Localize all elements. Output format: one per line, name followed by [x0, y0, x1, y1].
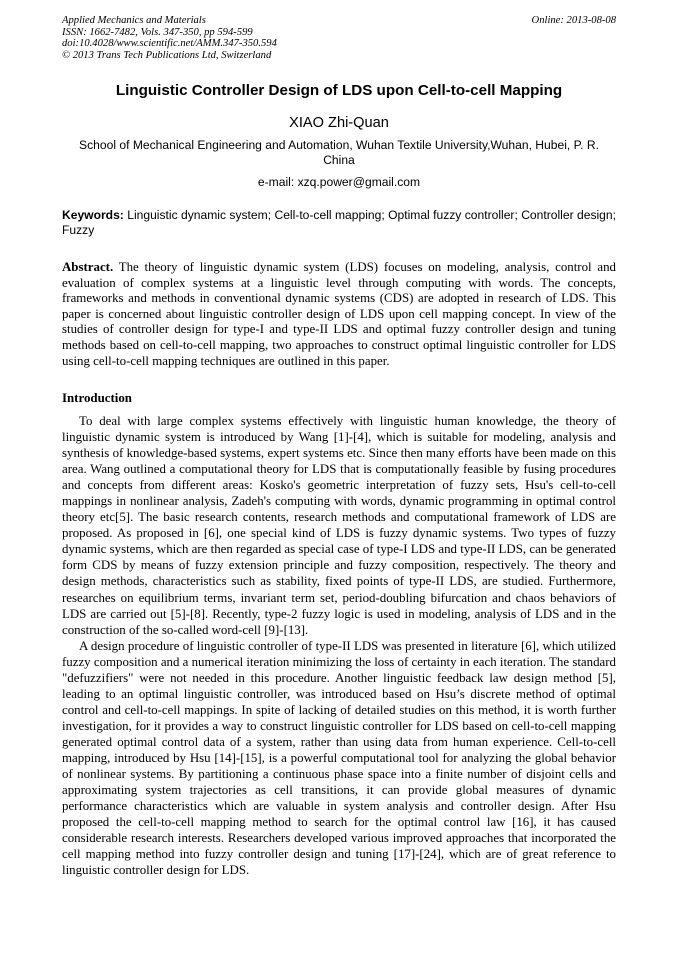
author-email: e-mail: xzq.power@gmail.com	[257, 175, 421, 189]
abstract	[62, 260, 616, 369]
abstract-text: The theory of linguistic dynamic system (LDS) focuses on modeling, analysis, control and evaluation of complex systems at a linguistic level through computing with words. The concepts, frameworks and methods in conventional dynamic systems (CDS) are adopted in research of LDS. This paper is concerned about linguistic controller design of LDS upon cell mapping concept. In view of the studies of controller design for type-I and type-II LDS and optimal fuzzy controller design and tuning methods based on cell-to-cell mapping, two approaches to construct optimal linguistic controller for LDS using cell-to-cell mapping techniques are outlined in this paper.	[62, 260, 616, 368]
paper-title: Linguistic Controller Design of LDS upon Cell-to-cell Mapping	[115, 82, 563, 99]
keywords-label: Keywords:	[62, 208, 124, 222]
affiliation: School of Mechanical Engineering and Automation, Wuhan Textile University,Wuhan, Hubei, P. R. China	[79, 138, 599, 167]
intro-paragraph-2: A design procedure of linguistic controller of type-II LDS was presented in literature [6], which utilized fuzzy composition and a numerical iteration minimizing the loss of certainty in each iteration. The standard "defuzzifiers" were not needed in this procedure. Another linguistic feedback law design method [5], leading to an optimal linguistic controller, was introduced based on Hsu’s discrete method of optimal control and cell-to-cell mappings. In spite of lacking of detailed studies on this method, it is worth further investigation, for it provides a way to construct linguistic controller for LDS based on cell-to-cell mapping generated optimal control data of a system, rather than using data from human experience. Cell-to-cell mapping, introduced by Hsu [14]-[15], is a powerful computational tool for analyzing the global behavior of nonlinear systems. By partitioning a continuous phase space into a finite number of disjoint cells and approximating system trajectories as cell transitions, it can provide global measures of dynamic performance characteristics which are valuable in system analysis and controller design. After Hsu proposed the cell-to-cell mapping method to search for the optimal control law [16], it has caused considerable research interests. Researchers developed various improved approaches that incorporated the cell mapping method into fuzzy controller design and tuning [17]-[24], which are of great reference to linguistic controller design for LDS.	[62, 638, 616, 878]
copyright-line: © 2013 Trans Tech Publications Ltd, Switzerland	[62, 49, 272, 61]
doi-line: doi:10.4028/www.scientific.net/AMM.347-350.594	[62, 38, 277, 50]
introduction-body	[62, 413, 616, 878]
journal-header	[62, 15, 616, 61]
section-heading-introduction: Introduction	[62, 391, 132, 405]
keywords	[62, 208, 616, 239]
journal-name: Applied Mechanics and Materials	[62, 15, 206, 26]
keywords-text: Linguistic dynamic system; Cell-to-cell mapping; Optimal fuzzy controller; Controller design; Fuzzy	[62, 208, 616, 238]
issn-line: ISSN: 1662-7482, Vols. 347-350, pp 594-599	[62, 26, 253, 38]
abstract-label: Abstract.	[62, 260, 114, 274]
online-date: Online: 2013-08-08	[531, 15, 616, 26]
author-name: XIAO Zhi-Quan	[289, 115, 389, 131]
intro-paragraph-1: To deal with large complex systems effectively with linguistic human knowledge, the theory of linguistic dynamic system is introduced by Wang [1]-[4], which is suitable for modeling, analysis and synthesis of knowledge-based systems, expert systems etc. Since then many efforts have been made on this area. Wang outlined a computational theory for LDS that is computationally feasible by fusing procedures and concepts from different areas: Kosko's geometric interpretation of fuzzy sets, Hsu's cell-to-cell mappings in nonlinear analysis, Zadeh's computing with words, dynamic programming in optimal control theory etc[5]. The basic research contents, research methods and computational framework of LDS are proposed. As proposed in [6], one special kind of LDS is fuzzy dynamic systems. Two types of fuzzy dynamic systems, which are then regarded as special case of type-I LDS and type-II LDS, can be generated form CDS by means of fuzzy extension principle and fuzzy composition, respectively. The theory and design methods, characteristics such as stability, fixed points of type-II LDS, are studied. Furthermore, researches on equilibrium terms, invariant term set, period-doubling bifurcation and chaos behaviors of LDS are carried out [5]-[8]. Recently, type-2 fuzzy logic is used in modeling, analysis of LDS and in the construction of the so-called word-cell [9]-[13].	[62, 414, 616, 637]
